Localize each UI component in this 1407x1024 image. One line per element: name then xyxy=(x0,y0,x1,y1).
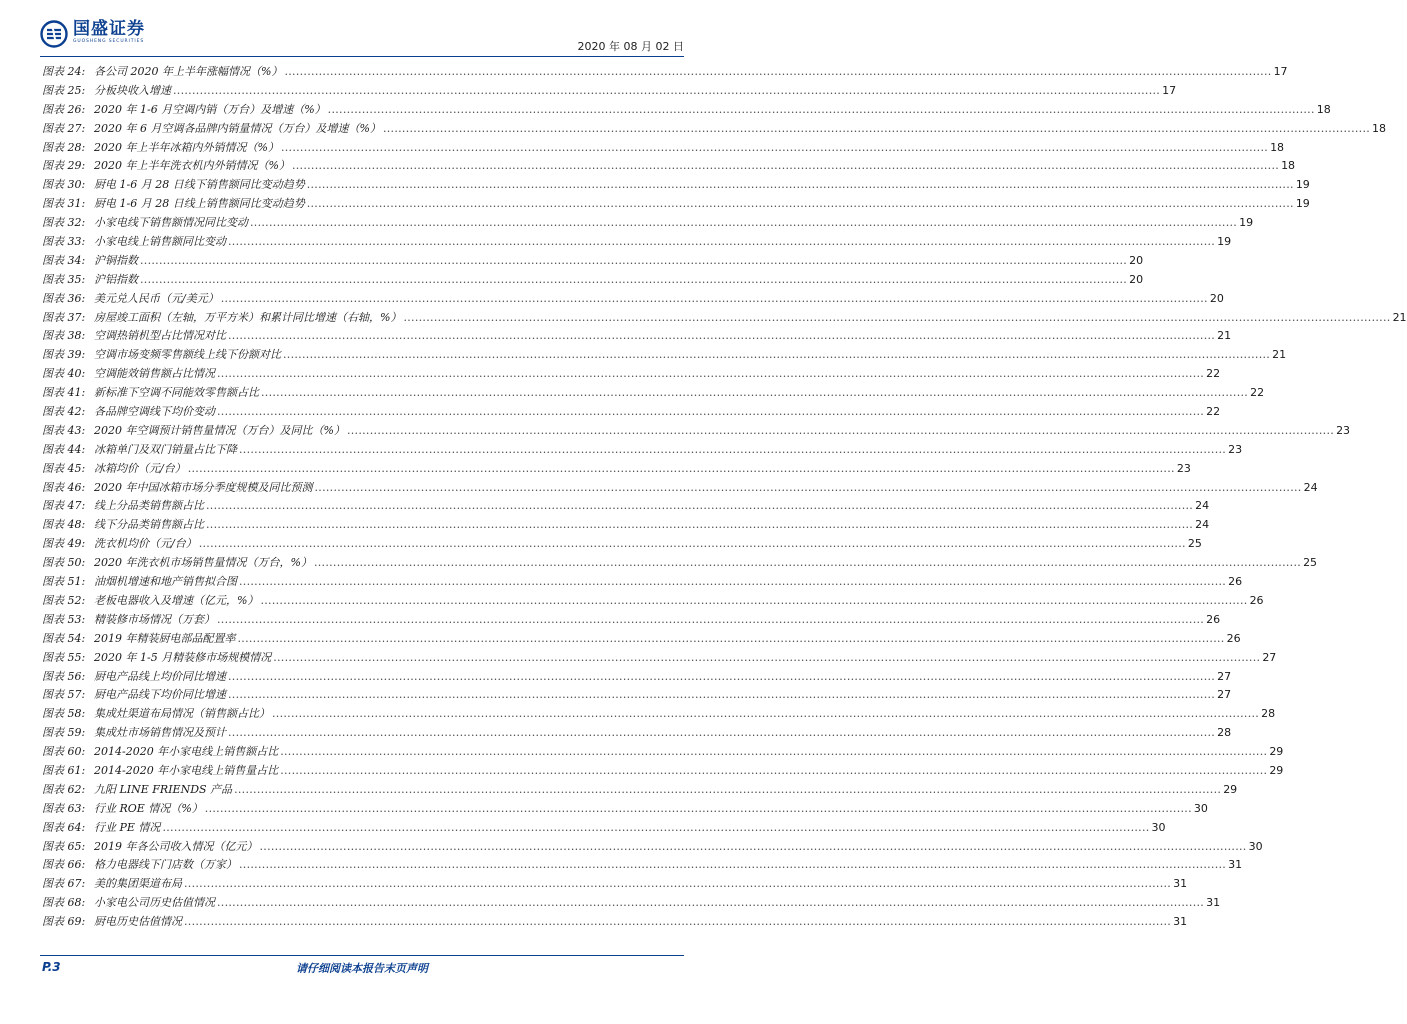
toc-entry-page: 27 xyxy=(1217,688,1232,702)
toc-entry[interactable] xyxy=(42,611,1221,630)
dot-leader: .................................................................................................................................................................................................................................................................... xyxy=(327,102,1315,116)
dot-leader: .................................................................................................................................................................................................................................................................... xyxy=(173,83,1161,97)
toc-entry-page: 26 xyxy=(1206,612,1221,626)
toc-entry-label: 图表 37: xyxy=(42,310,86,324)
dot-leader: .................................................................................................................................................................................................................................................................... xyxy=(346,423,1335,437)
toc-entry-page: 27 xyxy=(1217,669,1232,683)
toc-entry[interactable] xyxy=(42,800,1208,819)
toc-entry[interactable] xyxy=(42,120,1387,139)
toc-entry-page: 29 xyxy=(1269,745,1284,759)
toc-entry-title: 美的集团渠道布局 xyxy=(94,877,182,891)
dot-leader: .................................................................................................................................................................................................................................................................... xyxy=(313,556,1302,570)
toc-entry-label: 图表 47: xyxy=(42,499,86,513)
toc-entry[interactable] xyxy=(42,554,1318,573)
toc-entry-page: 19 xyxy=(1295,178,1310,192)
toc-entry-title: 空调热销机型占比情况对比 xyxy=(94,329,226,343)
toc-entry-page: 19 xyxy=(1295,197,1310,211)
toc-entry-label: 图表 46: xyxy=(42,480,86,494)
toc-entry[interactable] xyxy=(42,176,1310,195)
toc-entry-label: 图表 58: xyxy=(42,707,86,721)
page-header xyxy=(0,0,724,58)
dot-leader: .................................................................................................................................................................................................................................................................... xyxy=(250,216,1238,230)
dot-leader: .................................................................................................................................................................................................................................................................... xyxy=(162,820,1150,834)
toc-entry-page: 27 xyxy=(1262,650,1277,664)
dot-leader: .................................................................................................................................................................................................................................................................... xyxy=(280,745,1268,759)
toc-entry-title: 房屋竣工面积（左轴，万平方米）和累计同比增速（右轴，%） xyxy=(94,310,402,324)
toc-entry[interactable] xyxy=(42,290,1224,309)
dot-leader: .................................................................................................................................................................................................................................................................... xyxy=(260,593,1248,607)
toc-entry-title: 厨电 1-6 月 28 日线下销售额同比变动趋势 xyxy=(94,178,305,192)
toc-entry-title: 小家电公司历史估值情况 xyxy=(94,896,215,910)
dot-leader: .................................................................................................................................................................................................................................................................... xyxy=(206,499,1194,513)
toc-entry-page: 19 xyxy=(1217,235,1232,249)
toc-entry[interactable] xyxy=(42,668,1232,687)
toc-entry[interactable] xyxy=(42,327,1232,346)
toc-entry-title: 老板电器收入及增速（亿元，%） xyxy=(94,593,259,607)
toc-entry-page: 23 xyxy=(1336,423,1351,437)
toc-entry-label: 图表 64: xyxy=(42,820,86,834)
toc-entry-label: 图表 38: xyxy=(42,329,86,343)
toc-entry-label: 图表 42: xyxy=(42,405,86,419)
toc-entry-title: 沪铜指数 xyxy=(94,253,138,267)
dot-leader: .................................................................................................................................................................................................................................................................... xyxy=(234,782,1222,796)
toc-entry-page: 30 xyxy=(1248,839,1263,853)
dot-leader: .................................................................................................................................................................................................................................................................... xyxy=(239,575,1227,589)
toc-entry-label: 图表 33: xyxy=(42,235,86,249)
toc-entry[interactable] xyxy=(42,346,1287,365)
toc-entry[interactable] xyxy=(42,630,1241,649)
toc-entry-title: 2019 年精装厨电部品配置率 xyxy=(94,631,236,645)
toc-entry-label: 图表 59: xyxy=(42,726,86,740)
dot-leader: .................................................................................................................................................................................................................................................................... xyxy=(306,197,1294,211)
toc-entry-title: 线上分品类销售额占比 xyxy=(94,499,204,513)
toc-entry-label: 图表 35: xyxy=(42,272,86,286)
toc-entry-page: 24 xyxy=(1303,480,1318,494)
dot-leader: .................................................................................................................................................................................................................................................................... xyxy=(306,178,1294,192)
toc-entry-page: 18 xyxy=(1270,140,1285,154)
dot-leader: .................................................................................................................................................................................................................................................................... xyxy=(228,669,1216,683)
toc-entry-title: 空调能效销售额占比情况 xyxy=(94,367,215,381)
dot-leader: .................................................................................................................................................................................................................................................................... xyxy=(261,386,1249,400)
toc-entry-title: 行业 ROE 情况（%） xyxy=(94,801,203,815)
toc-entry-title: 线下分品类销售额占比 xyxy=(94,518,204,532)
toc-entry-title: 冰箱单门及双门销量占比下降 xyxy=(94,442,237,456)
toc-entry-page: 26 xyxy=(1228,575,1243,589)
toc-entry[interactable] xyxy=(42,365,1221,384)
dot-leader: .................................................................................................................................................................................................................................................................... xyxy=(280,140,1269,154)
toc-entry-label: 图表 53: xyxy=(42,612,86,626)
toc-entry-label: 图表 43: xyxy=(42,423,86,437)
toc-entry-title: 沪铝指数 xyxy=(94,272,138,286)
toc-entry[interactable] xyxy=(42,894,1221,913)
toc-entry-label: 图表 68: xyxy=(42,896,86,910)
toc-entry-page: 22 xyxy=(1206,367,1221,381)
toc-entry-title: 新标准下空调不同能效零售额占比 xyxy=(94,386,259,400)
toc-entry-label: 图表 48: xyxy=(42,518,86,532)
toc-entry-title: 2020 年空调预计销售量情况（万台）及同比（%） xyxy=(94,423,345,437)
dot-leader: .................................................................................................................................................................................................................................................................... xyxy=(228,329,1216,343)
dot-leader: .................................................................................................................................................................................................................................................................... xyxy=(187,461,1175,475)
dot-leader: .................................................................................................................................................................................................................................................................... xyxy=(314,480,1302,494)
toc-entry-page: 20 xyxy=(1129,272,1144,286)
toc-entry[interactable] xyxy=(42,441,1243,460)
dot-leader: .................................................................................................................................................................................................................................................................... xyxy=(403,310,1391,324)
logo-name-cn: 国盛证券 xyxy=(73,19,145,39)
toc-entry-title: 精装修市场情况（万套） xyxy=(94,612,215,626)
toc-entry-page: 23 xyxy=(1228,442,1243,456)
toc-entry-title: 九阳 LINE FRIENDS 产品 xyxy=(94,782,233,796)
dot-leader: .................................................................................................................................................................................................................................................................... xyxy=(220,291,1208,305)
toc-entry-label: 图表 24: xyxy=(42,65,86,78)
dot-leader: .................................................................................................................................................................................................................................................................... xyxy=(272,707,1260,721)
dot-leader: .................................................................................................................................................................................................................................................................... xyxy=(228,235,1216,249)
toc-entry-page: 25 xyxy=(1187,537,1202,551)
toc-entry-label: 图表 36: xyxy=(42,291,86,305)
toc-entry-page: 21 xyxy=(1217,329,1232,343)
toc-entry-label: 图表 63: xyxy=(42,801,86,815)
figure-index xyxy=(42,63,1407,932)
dot-leader: .................................................................................................................................................................................................................................................................... xyxy=(228,726,1216,740)
toc-entry-page: 31 xyxy=(1206,896,1221,910)
toc-entry[interactable] xyxy=(42,233,1232,252)
dot-leader: .................................................................................................................................................................................................................................................................... xyxy=(291,159,1280,173)
toc-entry-title: 行业 PE 情况 xyxy=(94,820,161,834)
toc-entry-label: 图表 34: xyxy=(42,253,86,267)
toc-entry-page: 31 xyxy=(1228,858,1243,872)
toc-entry[interactable] xyxy=(42,309,1407,328)
toc-entry[interactable] xyxy=(42,724,1232,743)
toc-entry-page: 20 xyxy=(1209,291,1224,305)
toc-entry[interactable] xyxy=(42,516,1210,535)
toc-entry-label: 图表 30: xyxy=(42,178,86,192)
toc-entry-title: 分板块收入增速 xyxy=(94,83,171,97)
toc-entry-title: 各公司 2020 年上半年涨幅情况（%） xyxy=(94,65,283,78)
toc-entry-title: 2019 年各公司收入情况（亿元） xyxy=(94,839,258,853)
toc-entry[interactable] xyxy=(42,649,1277,668)
toc-entry[interactable] xyxy=(42,63,1288,82)
dot-leader: .................................................................................................................................................................................................................................................................... xyxy=(204,801,1192,815)
toc-entry-page: 28 xyxy=(1217,726,1232,740)
toc-entry[interactable] xyxy=(42,781,1238,800)
toc-entry-page: 30 xyxy=(1151,820,1166,834)
toc-entry-label: 图表 62: xyxy=(42,782,86,796)
toc-entry-label: 图表 39: xyxy=(42,348,86,362)
toc-entry[interactable] xyxy=(42,856,1243,875)
toc-entry-label: 图表 69: xyxy=(42,915,86,929)
dot-leader: .................................................................................................................................................................................................................................................................... xyxy=(228,688,1216,702)
footer-divider xyxy=(40,955,684,956)
toc-entry-title: 各品牌空调线下均价变动 xyxy=(94,405,215,419)
toc-entry-page: 18 xyxy=(1281,159,1296,173)
toc-entry-page: 21 xyxy=(1272,348,1287,362)
toc-entry[interactable] xyxy=(42,913,1188,932)
toc-entry-title: 美元兑人民币（元/美元） xyxy=(94,291,219,305)
toc-entry-label: 图表 67: xyxy=(42,877,86,891)
dot-leader: .................................................................................................................................................................................................................................................................... xyxy=(184,877,1172,891)
toc-entry[interactable] xyxy=(42,195,1310,214)
toc-entry-label: 图表 57: xyxy=(42,688,86,702)
toc-entry-title: 洗衣机均价（元/台） xyxy=(94,537,197,551)
dot-leader: .................................................................................................................................................................................................................................................................... xyxy=(198,537,1186,551)
toc-entry-title: 格力电器线下门店数（万家） xyxy=(94,858,237,872)
toc-entry-page: 26 xyxy=(1249,593,1264,607)
toc-entry-page: 17 xyxy=(1273,65,1288,78)
toc-entry-page: 17 xyxy=(1162,83,1177,97)
company-logo xyxy=(40,20,145,50)
toc-entry-title: 2020 年上半年洗衣机内外销情况（%） xyxy=(94,159,290,173)
dot-leader: .................................................................................................................................................................................................................................................................... xyxy=(140,272,1128,286)
toc-entry-label: 图表 55: xyxy=(42,650,86,664)
toc-entry[interactable] xyxy=(42,82,1177,101)
report-date: 2020 年 08 月 02 日 xyxy=(577,40,684,53)
toc-entry-page: 19 xyxy=(1239,216,1254,230)
dot-leader: .................................................................................................................................................................................................................................................................... xyxy=(217,405,1205,419)
toc-entry-page: 18 xyxy=(1316,102,1331,116)
dot-leader: .................................................................................................................................................................................................................................................................... xyxy=(239,858,1227,872)
toc-entry-title: 集成灶市场销售情况及预计 xyxy=(94,726,226,740)
dot-leader: .................................................................................................................................................................................................................................................................... xyxy=(284,65,1272,78)
toc-entry[interactable] xyxy=(42,271,1144,290)
toc-entry-page: 24 xyxy=(1195,518,1210,532)
toc-entry[interactable] xyxy=(42,819,1166,838)
dot-leader: .................................................................................................................................................................................................................................................................... xyxy=(184,915,1172,929)
toc-entry-page: 24 xyxy=(1195,499,1210,513)
toc-entry-label: 图表 31: xyxy=(42,197,86,211)
dot-leader: .................................................................................................................................................................................................................................................................... xyxy=(237,631,1225,645)
toc-entry-title: 小家电线下销售额情况同比变动 xyxy=(94,216,248,230)
toc-entry-label: 图表 49: xyxy=(42,537,86,551)
toc-entry-title: 集成灶渠道布局情况（销售额占比） xyxy=(94,707,270,721)
toc-entry-title: 2020 年 1-5 月精装修市场规模情况 xyxy=(94,650,272,664)
toc-entry-page: 23 xyxy=(1176,461,1191,475)
logo-mark-icon xyxy=(40,20,68,48)
toc-entry-label: 图表 66: xyxy=(42,858,86,872)
toc-entry-label: 图表 65: xyxy=(42,839,86,853)
dot-leader: .................................................................................................................................................................................................................................................................... xyxy=(217,896,1205,910)
toc-entry-label: 图表 25: xyxy=(42,83,86,97)
dot-leader: .................................................................................................................................................................................................................................................................... xyxy=(206,518,1194,532)
disclaimer-note: 请仔细阅读本报告末页声明 xyxy=(296,962,428,975)
dot-leader: .................................................................................................................................................................................................................................................................... xyxy=(280,763,1268,777)
toc-entry-label: 图表 29: xyxy=(42,159,86,173)
dot-leader: .................................................................................................................................................................................................................................................................... xyxy=(273,650,1261,664)
dot-leader: .................................................................................................................................................................................................................................................................... xyxy=(259,839,1247,853)
page-number: P.3 xyxy=(42,960,61,974)
header-divider xyxy=(40,56,684,57)
toc-entry[interactable] xyxy=(42,384,1265,403)
toc-entry-title: 空调市场变频零售额线上线下份额对比 xyxy=(94,348,281,362)
toc-entry-page: 21 xyxy=(1392,310,1407,324)
toc-entry-title: 厨电历史估值情况 xyxy=(94,915,182,929)
toc-entry[interactable] xyxy=(42,535,1202,554)
toc-entry-label: 图表 41: xyxy=(42,386,86,400)
toc-entry[interactable] xyxy=(42,101,1331,120)
toc-entry-title: 2014-2020 年小家电线上销售额占比 xyxy=(94,745,279,759)
toc-entry-title: 2020 年 1-6 月空调内销（万台）及增速（%） xyxy=(94,102,326,116)
toc-entry[interactable] xyxy=(42,403,1221,422)
toc-entry-label: 图表 32: xyxy=(42,216,86,230)
toc-entry-page: 29 xyxy=(1223,782,1238,796)
toc-entry[interactable] xyxy=(42,762,1284,781)
toc-entry-title: 2014-2020 年小家电线上销售量占比 xyxy=(94,763,279,777)
toc-entry-label: 图表 45: xyxy=(42,461,86,475)
dot-leader: .................................................................................................................................................................................................................................................................... xyxy=(239,442,1227,456)
dot-leader: .................................................................................................................................................................................................................................................................... xyxy=(217,612,1205,626)
toc-entry-label: 图表 56: xyxy=(42,669,86,683)
toc-entry-title: 厨电 1-6 月 28 日线上销售额同比变动趋势 xyxy=(94,197,305,211)
toc-entry[interactable] xyxy=(42,460,1191,479)
toc-entry-page: 22 xyxy=(1206,405,1221,419)
toc-entry[interactable] xyxy=(42,214,1254,233)
toc-entry-page: 28 xyxy=(1261,707,1276,721)
toc-entry-page: 29 xyxy=(1269,763,1284,777)
toc-entry-title: 厨电产品线下均价同比增速 xyxy=(94,688,226,702)
toc-entry-page: 18 xyxy=(1372,121,1387,135)
dot-leader: .................................................................................................................................................................................................................................................................... xyxy=(140,253,1128,267)
toc-entry[interactable] xyxy=(42,139,1285,158)
dot-leader: .................................................................................................................................................................................................................................................................... xyxy=(283,348,1271,362)
toc-entry-page: 31 xyxy=(1173,877,1188,891)
toc-entry[interactable] xyxy=(42,875,1188,894)
toc-entry-label: 图表 50: xyxy=(42,556,86,570)
toc-entry-label: 图表 40: xyxy=(42,367,86,381)
toc-entry[interactable] xyxy=(42,592,1264,611)
toc-entry-page: 20 xyxy=(1129,253,1144,267)
toc-entry-title: 2020 年上半年冰箱内外销情况（%） xyxy=(94,140,279,154)
toc-entry-title: 厨电产品线上均价同比增速 xyxy=(94,669,226,683)
toc-entry-title: 2020 年洗衣机市场销售量情况（万台，%） xyxy=(94,556,312,570)
toc-entry-label: 图表 61: xyxy=(42,763,86,777)
toc-entry-page: 31 xyxy=(1173,915,1188,929)
dot-leader: .................................................................................................................................................................................................................................................................... xyxy=(382,121,1371,135)
toc-entry-title: 冰箱均价（元/台） xyxy=(94,461,186,475)
toc-entry[interactable] xyxy=(42,573,1243,592)
toc-entry-title: 2020 年中国冰箱市场分季度规模及同比预测 xyxy=(94,480,313,494)
toc-entry-title: 油烟机增速和地产销售拟合图 xyxy=(94,575,237,589)
dot-leader: .................................................................................................................................................................................................................................................................... xyxy=(217,367,1205,381)
toc-entry[interactable] xyxy=(42,157,1296,176)
toc-entry-page: 26 xyxy=(1226,631,1241,645)
toc-entry-title: 2020 年 6 月空调各品牌内销量情况（万台）及增速（%） xyxy=(94,121,381,135)
toc-entry-title: 小家电线上销售额同比变动 xyxy=(94,235,226,249)
logo-name-en: GUOSHENG SECURITIES xyxy=(73,39,145,44)
toc-entry-label: 图表 26: xyxy=(42,102,86,116)
toc-entry-label: 图表 52: xyxy=(42,593,86,607)
toc-entry[interactable] xyxy=(42,252,1144,271)
toc-entry-label: 图表 60: xyxy=(42,745,86,759)
toc-entry[interactable] xyxy=(42,743,1284,762)
toc-entry-page: 30 xyxy=(1193,801,1208,815)
toc-entry[interactable] xyxy=(42,705,1276,724)
toc-entry-page: 22 xyxy=(1250,386,1265,400)
toc-entry-label: 图表 28: xyxy=(42,140,86,154)
toc-entry[interactable] xyxy=(42,479,1318,498)
toc-entry-label: 图表 27: xyxy=(42,121,86,135)
toc-entry[interactable] xyxy=(42,497,1210,516)
toc-entry-label: 图表 54: xyxy=(42,631,86,645)
toc-entry[interactable] xyxy=(42,838,1263,857)
toc-entry[interactable] xyxy=(42,422,1351,441)
toc-entry[interactable] xyxy=(42,686,1232,705)
toc-entry-label: 图表 44: xyxy=(42,442,86,456)
toc-entry-label: 图表 51: xyxy=(42,575,86,589)
toc-entry-page: 25 xyxy=(1303,556,1318,570)
